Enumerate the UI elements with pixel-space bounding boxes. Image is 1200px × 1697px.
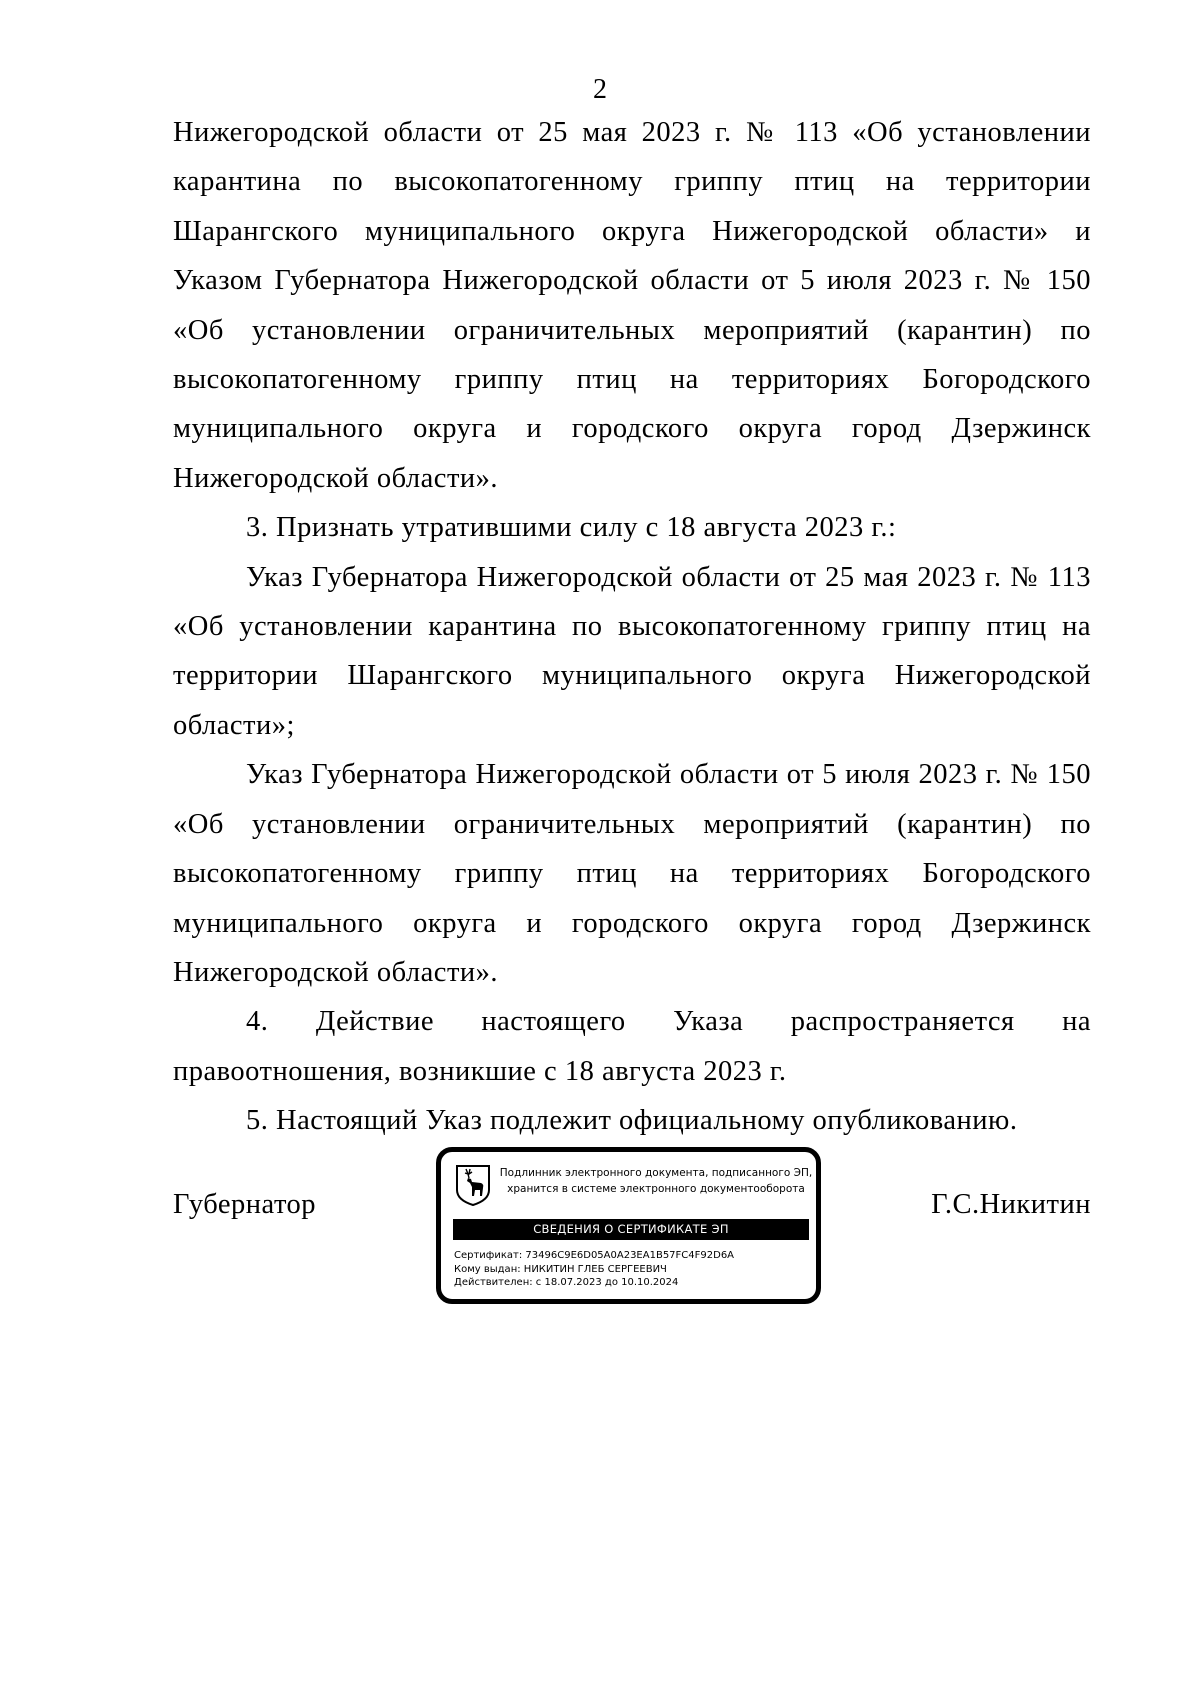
stamp-details [454, 1249, 814, 1290]
stamp-header-line-1: Подлинник электронного документа, подписанного ЭП, [499, 1167, 813, 1179]
signatory-position: Губернатор [173, 1189, 317, 1220]
validity-row [454, 1276, 814, 1290]
paragraph-item-4: 4. Действие настоящего Указа распространяется на правоотношения, возникшие с 18 августа 2023 г. [173, 1006, 1091, 1087]
issued-to-label: Кому выдан: [454, 1263, 521, 1275]
validity-value: с 18.07.2023 до 10.10.2024 [535, 1277, 679, 1288]
certificate-label: Сертификат: [454, 1250, 523, 1261]
document-body [173, 108, 1091, 1146]
paragraph-repealed-decree-150: Указ Губернатора Нижегородской области от 5 июля 2023 г. № 150 «Об установлении ограничительных мероприятий (карантин) по высокопатогенному гриппу птиц на территориях Богородского муниципального округа и городского округа город Дзержинск Нижегородской области». [173, 759, 1091, 988]
signatory-name: Г.С.Никитин [931, 1189, 1091, 1220]
validity-label: Действителен: [454, 1277, 533, 1288]
issued-to-row [454, 1263, 814, 1277]
issued-to-value: НИКИТИН ГЛЕБ СЕРГЕЕВИЧ [523, 1263, 667, 1275]
page-number: 2 [593, 74, 607, 105]
stamp-header-line-2: хранится в системе электронного документооборота [507, 1183, 805, 1195]
electronic-signature-stamp [436, 1147, 821, 1304]
paragraph-repealed-decree-113: Указ Губернатора Нижегородской области от 25 мая 2023 г. № 113 «Об установлении карантина по высокопатогенному гриппу птиц на территории Шарангского муниципального округа Нижегородской области»; [173, 561, 1091, 741]
certificate-value: 73496C9E6D05A0A23EA1B57FC4F92D6A [525, 1250, 735, 1261]
deer-emblem-icon [455, 1164, 491, 1206]
stamp-header [495, 1165, 817, 1197]
stamp-title: СВЕДЕНИЯ О СЕРТИФИКАТЕ ЭП [453, 1219, 809, 1240]
paragraph-item-5: 5. Настоящий Указ подлежит официальному опубликованию. [246, 1105, 1018, 1137]
certificate-row [454, 1249, 814, 1263]
paragraph-continuation: Нижегородской области от 25 мая 2023 г. № 113 «Об установлении карантина по высокопатогенному гриппу птиц на территории Шарангского муниципального округа Нижегородской области» и Указом Губернатора Нижегородской области от 5 июля 2023 г. № 150 «Об установлении ограничительных мероприятий (карантин) по высокопатогенному гриппу птиц на территориях Богородского муниципального округа и городского округа город Дзержинск Нижегородской области». [173, 117, 1091, 494]
paragraph-item-3: 3. Признать утратившими силу с 18 августа 2023 г.: [246, 512, 897, 544]
